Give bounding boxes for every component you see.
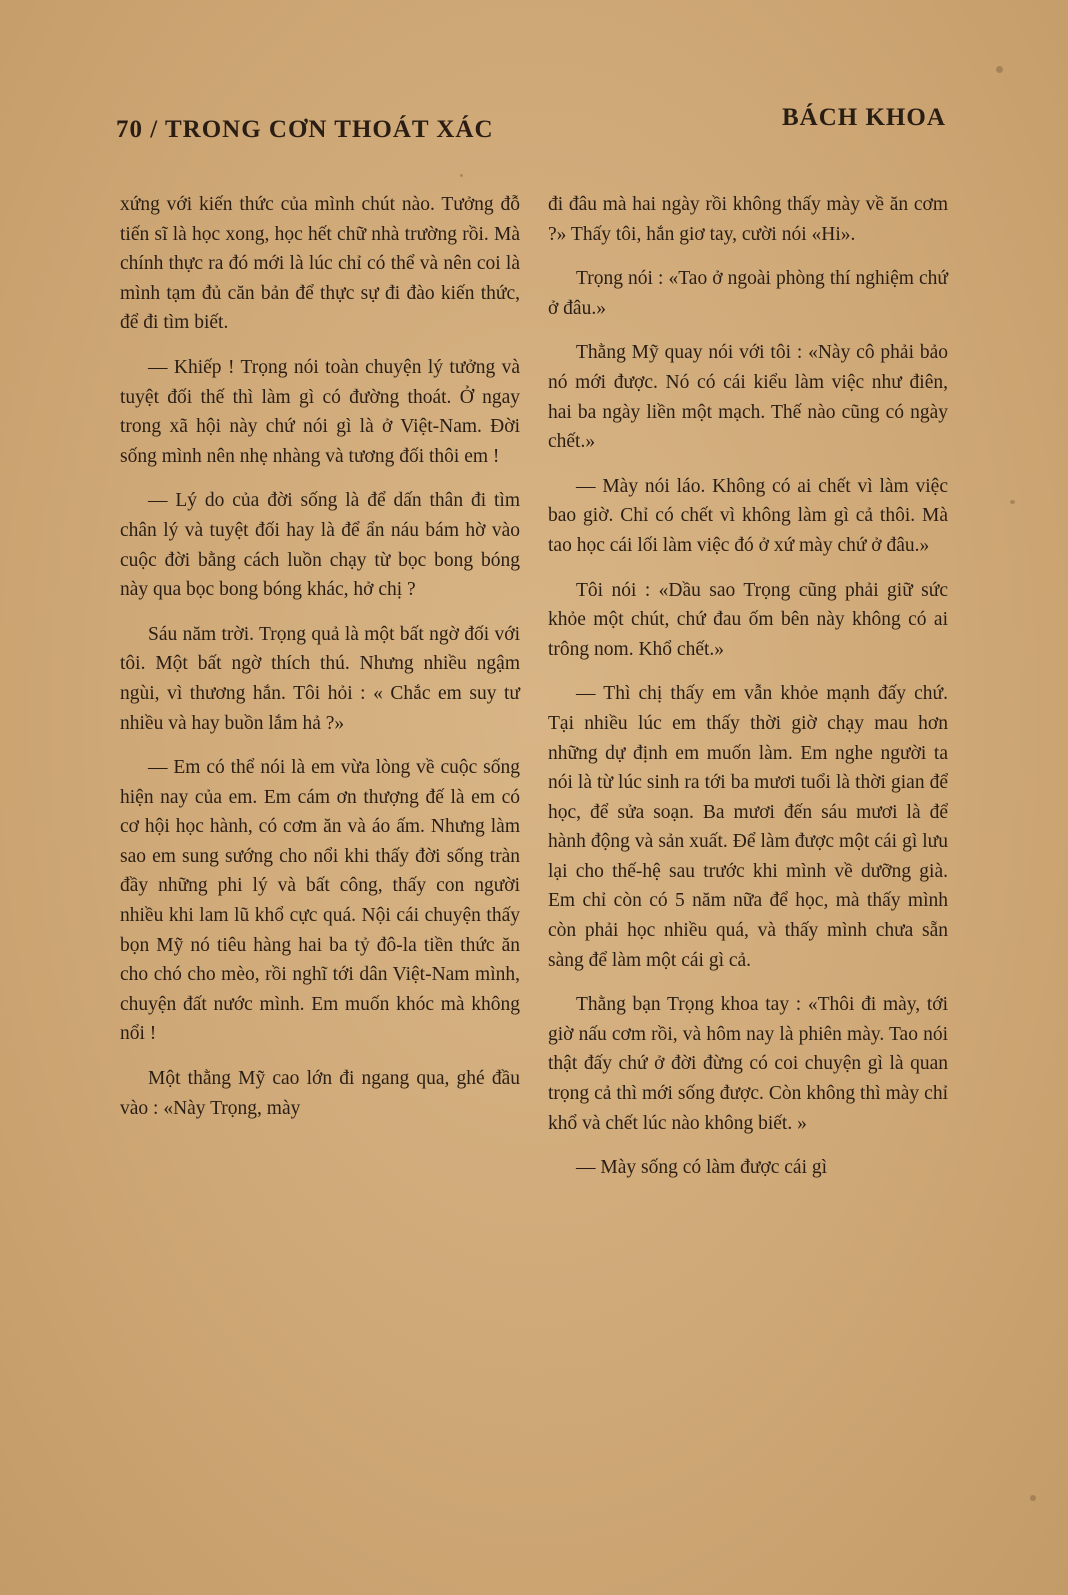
- paragraph: — Khiếp ! Trọng nói toàn chuyện lý tưởng và tuyệt đối thế thì làm gì có đường thoát. Ở ngay trong xã hội này chứ nói gì là ở Việt-Nam. Đời sống mình nên nhẹ nhàng và tương đối thôi em !: [120, 356, 520, 467]
- paragraph: Sáu năm trời. Trọng quả là một bất ngờ đối với tôi. Một bất ngờ thích thú. Nhưng nhiều ngậm ngùi, vì thương hắn. Tôi hỏi : « Chắc em suy tư nhiều và hay buồn lắm hả ?»: [120, 623, 520, 734]
- paragraph: Thằng Mỹ quay nói với tôi : «Này cô phải bảo nó mới được. Nó có cái kiểu làm việc như điên, hai ba ngày liền một mạch. Thế nào cũng có ngày chết.»: [548, 342, 948, 453]
- paper-speck: [996, 66, 1003, 73]
- paragraph: — Lý do của đời sống là để dấn thân đi tìm chân lý và tuyệt đối hay là để ẩn náu bám hờ vào cuộc đời bằng cách luồn chạy từ bọc bong bóng này qua bọc bong bóng khác, hở chị ?: [120, 490, 520, 601]
- paragraph: — Thì chị thấy em vẫn khỏe mạnh đấy chứ. Tại nhiều lúc em thấy thời giờ chạy mau hơn những dự định em muốn làm. Em nghe người ta nói là từ lúc sinh ra tới ba mươi tuổi là thời gian để học, để sửa soạn. Ba mươi đến sáu mươi là để hành động và sản xuất. Để làm được một cái gì lưu lại cho thế-hệ sau trước khi mình về dưỡng già. Em chỉ còn có 5 năm nữa để học, mà thấy mình còn phải học nhiều quá, và thấy mình chưa sẵn sàng để làm một cái gì cả.: [548, 683, 948, 971]
- paragraph: — Mày nói láo. Không có ai chết vì làm việc bao giờ. Chỉ có chết vì không làm gì cả thôi. Mà tao học cái lối làm việc đó ở xứ mày chứ ở đâu.»: [548, 475, 948, 556]
- paragraph: xứng với kiến thức của mình chút nào. Tưởng đỗ tiến sĩ là học xong, học hết chữ nhà trường rồi. Mà chính thực ra đó mới là lúc chỉ có thể và nên coi là mình tạm đủ căn bản để thực sự đi đào kiến thức, để đi tìm biết.: [120, 194, 520, 334]
- paragraph: — Em có thể nói là em vừa lòng về cuộc sống hiện nay của em. Em cám ơn thượng đế là em có cơ hội học hành, có cơm ăn và áo ấm. Nhưng làm sao em sung sướng cho nổi khi thấy đời sống tràn đầy những phi lý và bất công, thấy con người nhiều khi lam lũ khổ cực quá. Nội cái chuyện thấy bọn Mỹ nó tiêu hàng hai ba tỷ đô-la tiền thức ăn cho chó cho mèo, rồi nghĩ tới dân Việt-Nam mình, chuyện đất nước mình. Em muốn khóc mà không nổi !: [120, 757, 520, 1045]
- paper-speck: [460, 174, 463, 177]
- paragraph: Tôi nói : «Dầu sao Trọng cũng phải giữ sức khỏe một chút, chứ đau ốm bên này không có ai trông nom. Khổ chết.»: [548, 579, 948, 660]
- paragraph: đi đâu mà hai ngày rồi không thấy mày về ăn cơm ?» Thấy tôi, hắn giơ tay, cười nói «Hi».: [548, 194, 948, 245]
- running-header-left: 70 / TRONG CƠN THOÁT XÁC: [116, 116, 494, 143]
- paragraph: Thằng bạn Trọng khoa tay : «Thôi đi mày, tới giờ nấu cơm rồi, và hôm nay là phiên mày. Tao nói thật đấy chứ ở đời đừng có coi chuyện gì là quan trọng cả thì mới sống được. Còn không thì mày chỉ khổ và chết lúc nào không biết. »: [548, 994, 948, 1134]
- running-header-right: BÁCH KHOA: [782, 104, 946, 131]
- paragraph: Một thằng Mỹ cao lớn đi ngang qua, ghé đầu vào : «Này Trọng, mày: [120, 1068, 520, 1119]
- paragraph: — Mày sống có làm được cái gì: [576, 1157, 828, 1179]
- right-column: [548, 190, 948, 1198]
- left-column: [120, 190, 520, 1138]
- paper-speck: [1030, 1495, 1036, 1501]
- paper-speck: [1010, 500, 1015, 504]
- paragraph: Trọng nói : «Tao ở ngoài phòng thí nghiệm chứ ở đâu.»: [548, 268, 948, 319]
